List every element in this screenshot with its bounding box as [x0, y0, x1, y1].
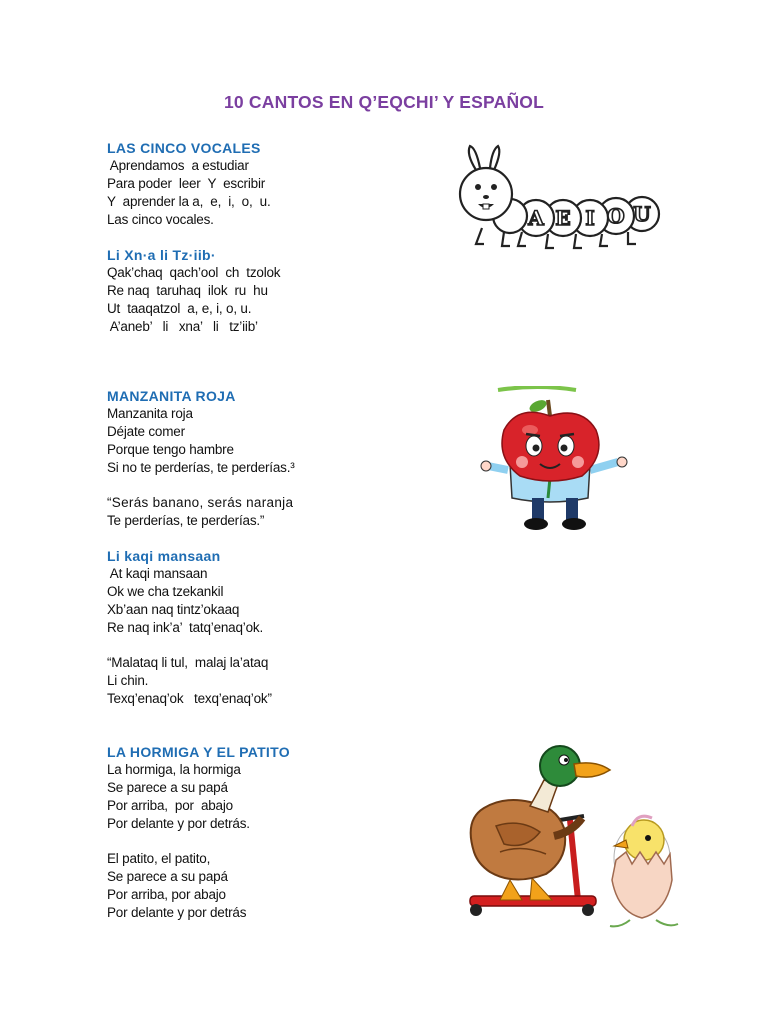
song-line: Ut taaqatzol a, e, i, o, u. [107, 301, 252, 316]
song-line: “Serás banano, serás naranja [107, 495, 294, 510]
song-line: Qak’chaq qach’ool ch tzolok [107, 265, 281, 280]
song-line: Por arriba, por abajo [107, 887, 226, 902]
apple-character-illustration [478, 386, 638, 534]
song-vocales-qeqchi [107, 246, 447, 336]
song-heading: LAS CINCO VOCALES [107, 140, 261, 156]
song-line: Xb’aan naq tintz’okaaq [107, 602, 240, 617]
song-line: El patito, el patito, [107, 851, 211, 866]
song-heading: Li kaqi mansaan [107, 548, 221, 564]
song-hormiga [107, 743, 447, 922]
caterpillar-letter: A [528, 206, 544, 230]
caterpillar-letter: E [555, 206, 571, 230]
song-line: Te perderías, te perderías.” [107, 513, 265, 528]
song-line: Manzanita roja [107, 406, 193, 421]
song-line: Por delante y por detrás. [107, 816, 250, 831]
caterpillar-letter: U [633, 202, 651, 226]
song-line: La hormiga, la hormiga [107, 762, 241, 777]
duck-and-chick-illustration [460, 740, 686, 936]
song-manzanita-es [107, 387, 447, 530]
song-line: At kaqi mansaan [107, 566, 208, 581]
song-line: Porque tengo hambre [107, 442, 234, 457]
song-line: Ok we cha tzekankil [107, 584, 224, 599]
caterpillar-letter: O [607, 204, 625, 228]
song-heading: Li Xn·a li Tz·iib· [107, 247, 216, 263]
song-heading: MANZANITA ROJA [107, 388, 236, 404]
song-heading: LA HORMIGA Y EL PATITO [107, 744, 290, 760]
song-line: Y aprender la a, e, i, o, u. [107, 194, 271, 209]
song-line: Déjate comer [107, 424, 185, 439]
song-vocales-es [107, 139, 447, 229]
caterpillar-vowels-illustration [452, 140, 662, 262]
song-line: Se parece a su papá [107, 869, 228, 884]
song-manzanita-qeqchi [107, 547, 447, 708]
song-line: Se parece a su papá [107, 780, 228, 795]
song-line: Texq’enaq’ok texq’enaq’ok” [107, 691, 272, 706]
song-line: Aprendamos a estudiar [107, 158, 249, 173]
song-line: Para poder leer Y escribir [107, 176, 266, 191]
song-line: “Malataq li tul, malaj la’ataq [107, 655, 269, 670]
caterpillar-letter: I [585, 206, 595, 230]
song-line: Si no te perderías, te perderías.³ [107, 460, 295, 475]
song-line: Re naq taruhaq ilok ru hu [107, 283, 268, 298]
page-title: 10 CANTOS EN Q’EQCHI’ Y ESPAÑOL [224, 92, 544, 112]
song-line: Li chin. [107, 673, 149, 688]
song-line: Por arriba, por abajo [107, 798, 233, 813]
song-line: A’aneb’ li xna’ li tz’iib’ [107, 319, 258, 334]
song-line: Las cinco vocales. [107, 212, 214, 227]
song-line: Por delante y por detrás [107, 905, 247, 920]
song-line: Re naq ink’a’ tatq’enaq’ok. [107, 620, 264, 635]
